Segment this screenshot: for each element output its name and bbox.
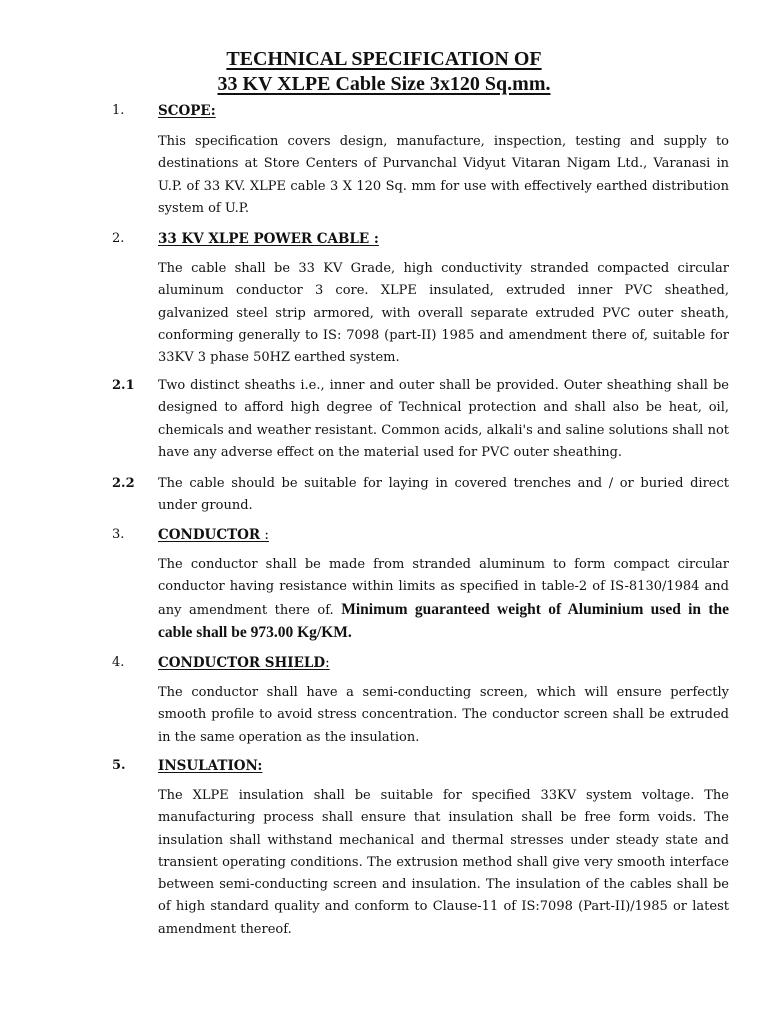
section-heading-conductor-suffix: : xyxy=(260,527,269,543)
document-title-line2 xyxy=(0,72,768,96)
section-text-conductor-body: The conductor shall be made from stranded aluminum to form compact circular conductor having resistance within limits as specified in table-2 of IS-8130/1984 and any amendment there of. xyxy=(158,557,729,618)
section-text-conductor-bold: Minimum guaranteed weight of Aluminium used in the cable shall be 973.00 Kg/KM. xyxy=(158,600,729,641)
section-heading-conductor-text: CONDUCTOR xyxy=(158,527,261,543)
section-heading-insulation: INSULATION: xyxy=(158,758,263,774)
section-heading-conductor-shield-text: CONDUCTOR SHIELD xyxy=(158,655,326,671)
section-text-power-cable: The cable shall be 33 KV Grade, high conductivity stranded compacted circular aluminum conductor 3 core. XLPE insulated, extruded inner PVC sheathed, galvanized steel strip armored, with overall separate extruded PVC outer sheath, conforming generally to IS: 7098 (part-II) 1985 and amendment there of, suitable for 33KV 3 phase 50HZ earthed system. xyxy=(158,261,729,366)
section-number-4: 4. xyxy=(112,655,125,670)
section-text-conductor xyxy=(158,554,729,645)
title-text-line2: 33 KV XLPE Cable Size 3x120 Sq.mm. xyxy=(217,73,551,95)
section-number-2: 2. xyxy=(112,231,125,246)
section-number-2-2: 2.2 xyxy=(112,476,135,491)
document-title-line1 xyxy=(0,47,768,71)
section-text-2-1: Two distinct sheaths i.e., inner and outer shall be provided. Outer sheathing shall be designed to afford high degree of Technical protection and shall also be heat, oil, chemicals and weather resistant. Common acids, alkali's and saline solutions shall not have any adverse effect on the material used for PVC outer sheathing. xyxy=(158,378,729,460)
title-text-line1: TECHNICAL SPECIFICATION OF xyxy=(226,48,542,70)
section-heading-conductor xyxy=(158,524,269,546)
section-number-1: 1. xyxy=(112,103,125,118)
section-heading-power-cable: 33 KV XLPE POWER CABLE : xyxy=(158,231,379,247)
section-number-5: 5. xyxy=(112,758,126,773)
section-text-conductor-shield: The conductor shall have a semi-conducting screen, which will ensure perfectly smooth profile to avoid stress concentration. The conductor screen shall be extruded in the same operation as the insulation. xyxy=(158,685,729,745)
section-text-insulation: The XLPE insulation shall be suitable for specified 33KV system voltage. The manufacturing process shall ensure that insulation shall be free form voids. The insulation shall withstand mechanical and thermal stresses under steady state and transient operating conditions. The extrusion method shall give very smooth interface between semi-conducting screen and insulation. The insulation of the cables shall be of high standard quality and conform to Clause-11 of IS:7098 (Part-II)/1985 or latest amendment thereof. xyxy=(158,788,729,937)
section-text-2-2: The cable should be suitable for laying in covered trenches and / or buried direct under ground. xyxy=(158,476,729,514)
section-heading-scope: SCOPE: xyxy=(158,103,216,119)
section-number-3: 3. xyxy=(112,527,125,542)
section-text-scope: This specification covers design, manufacture, inspection, testing and supply to destinations at Store Centers of Purvanchal Vidyut Vitaran Nigam Ltd., Varanasi in U.P. of 33 KV. XLPE cable 3 X 120 Sq. mm for use with effectively earthed distribution system of U.P. xyxy=(158,134,729,216)
section-heading-conductor-shield-suffix: : xyxy=(325,655,330,671)
section-number-2-1: 2.1 xyxy=(112,378,135,393)
section-heading-conductor-shield xyxy=(158,652,330,674)
